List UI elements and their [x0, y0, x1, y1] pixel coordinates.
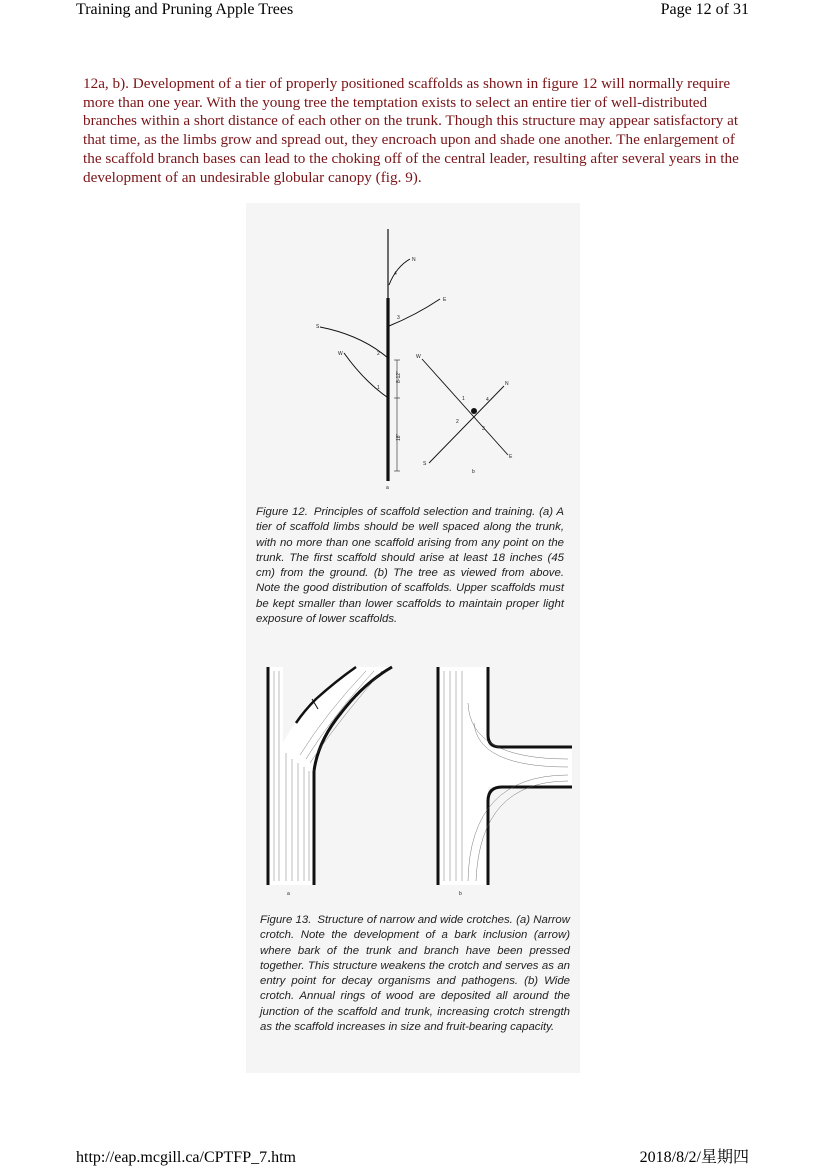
label-3: 3: [397, 315, 400, 321]
figure-12-diagram: [246, 203, 580, 493]
figure-12-caption: [256, 505, 564, 627]
figure-13-caption: [260, 913, 570, 1035]
figure-13-caption-text: Structure of narrow and wide crotches. (a) Narrow crotch. Note the development of a bark inclusion (arrow) where bark of the trunk and branch have been pressed together. This structure weakens the crotch and serves as an entry point for decay organisms and pathogens. (b) Wide crotch. Annual rings of wood are deposited all around the junction of the scaffold and trunk, increasing crotch strength as the scaffold increases in size and fruit-bearing capacity.: [260, 914, 570, 1034]
label-s: S: [316, 324, 320, 330]
label-1: 1: [377, 385, 380, 391]
label-2b: 2: [456, 419, 459, 425]
figure-12-label: Figure 12.: [256, 506, 308, 518]
label-3b: 3: [482, 426, 485, 432]
label-s2: S: [423, 461, 427, 467]
dimension-upper: 8-12": [396, 371, 402, 383]
figure-13b-wide-crotch: [438, 667, 572, 885]
label-n: N: [412, 257, 416, 263]
footer-date: 2018/8/2/星期四: [639, 1149, 749, 1166]
label-4: 4: [394, 271, 397, 277]
label-4b: 4: [486, 397, 489, 403]
figure-13-diagram: [246, 663, 580, 903]
figure-13a-narrow-crotch: [268, 667, 392, 885]
label-w2: W: [416, 354, 421, 360]
header-title: Training and Pruning Apple Trees: [76, 1, 294, 18]
label-1b: 1: [462, 396, 465, 402]
body-paragraph: 12a, b). Development of a tier of properly positioned scaffolds as shown in figure 12 will normally require more than one year. With the young tree the temptation exists to select an entire tier of well-distributed branches within a short distance of each other on the trunk. Though this structure may appear satisfactory at that time, as the limbs grow and spread out, they encroach upon and shade one another. The enlargement of the scaffold branch bases can lead to the choking off of the central leader, resulting after several years in the development of an undesirable globular canopy (fig. 9).: [83, 75, 739, 186]
footer-url: http://eap.mcgill.ca/CPTFP_7.htm: [76, 1149, 296, 1166]
label-a: a: [386, 485, 389, 491]
label-n2: N: [505, 381, 509, 387]
dimension-lower: 18": [396, 433, 402, 441]
figure-13-label: Figure 13.: [260, 914, 312, 926]
scanned-figures: [246, 203, 580, 1073]
label-b: b: [472, 469, 475, 475]
figure-12-caption-text: Principles of scaffold selection and training. (a) A tier of scaffold limbs should be well spaced along the trunk, with no more than one scaffold arising from any point on the trunk. The first scaffold should arise at least 18 inches (45 cm) from the ground. (b) The tree as viewed from above. Note the good distribution of scaffolds. Upper scaffolds must be kept smaller than lower scaffolds to maintain proper light exposure of lower scaffolds.: [256, 506, 564, 626]
label-2: 2: [377, 351, 380, 357]
label-13b: b: [459, 891, 462, 897]
label-e: E: [443, 297, 447, 303]
label-e2: E: [509, 454, 513, 460]
label-w: W: [338, 351, 343, 357]
page-number: Page 12 of 31: [660, 1, 749, 18]
label-13a: a: [287, 891, 290, 897]
figure-12b-top-view: [422, 359, 508, 463]
